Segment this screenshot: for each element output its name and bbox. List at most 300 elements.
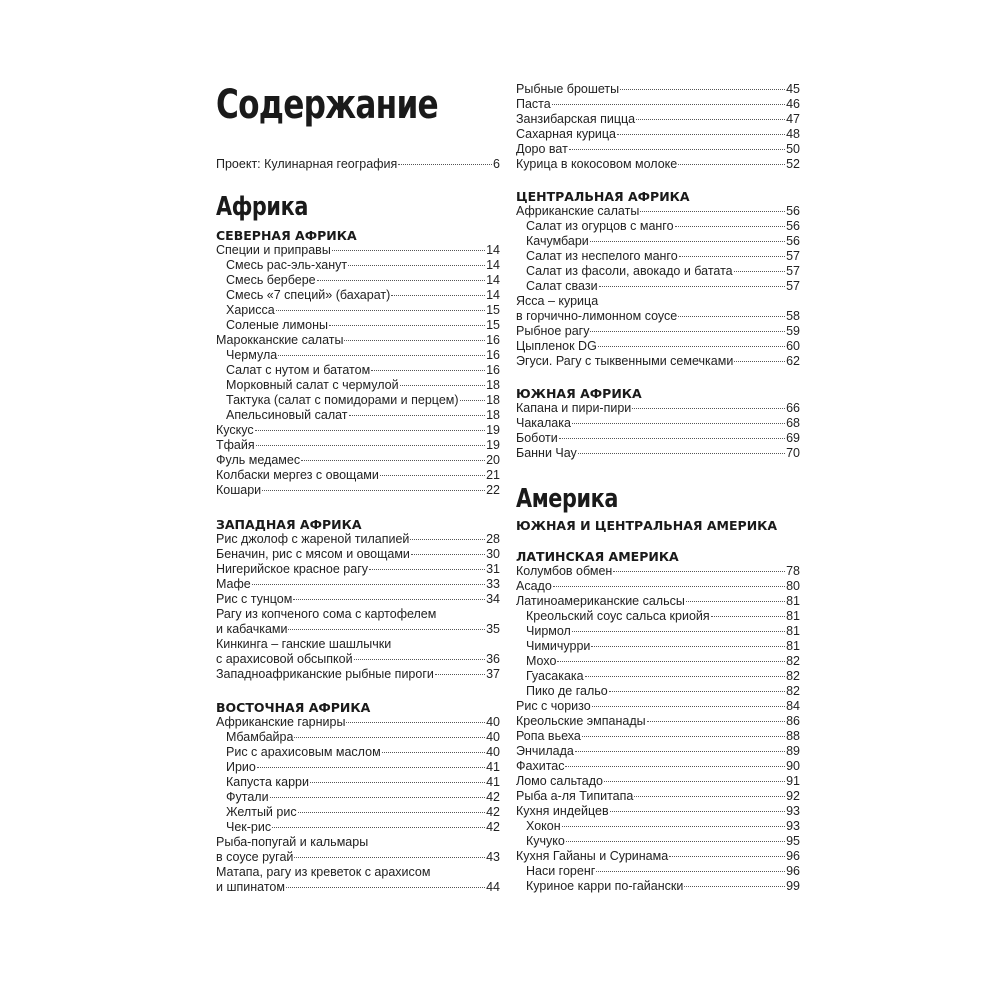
entry-title: Фахитас [516,759,565,773]
entry-page: 81 [786,639,800,653]
dot-leader [288,629,485,630]
entry-title: с арахисовой обсыпкой [216,652,353,666]
entry-page: 22 [486,483,500,497]
entry-page: 56 [786,219,800,233]
dot-leader [596,871,785,872]
toc-entry[interactable] [516,324,800,339]
dot-leader [411,554,485,555]
dot-leader [410,539,485,540]
section-heading-south-africa: ЮЖНАЯ АФРИКА [516,386,642,401]
dot-leader [734,361,785,362]
entry-page: 42 [486,790,500,804]
toc-entry[interactable] [216,453,500,468]
toc-entry[interactable] [516,157,800,172]
entry-title: Ропа вьеха [516,729,581,743]
entry-title: Цыпленок DG [516,339,597,353]
toc-entry[interactable] [216,850,500,865]
toc-entry[interactable] [516,744,800,759]
entry-title: Салат из неспелого манго [526,249,678,263]
entry-page: 41 [486,760,500,774]
toc-entry[interactable] [516,669,800,684]
toc-entry[interactable] [216,303,500,318]
toc-entry[interactable] [516,204,800,219]
entry-title: Сахарная курица [516,127,616,141]
toc-entry-line[interactable]: Матапа, рагу из креветок с арахисом [216,865,431,879]
entry-title: Футали [226,790,269,804]
entry-page: 15 [486,318,500,332]
toc-entry[interactable] [216,715,500,730]
toc-entry[interactable] [516,594,800,609]
entry-title: Занзибарская пицца [516,112,636,126]
dot-leader [398,164,492,165]
entry-title: Рис джолоф с жареной тилапией [216,532,410,546]
toc-entry[interactable] [516,339,800,354]
entry-title: Ирио [226,760,256,774]
dot-leader [684,886,785,887]
toc-entry[interactable] [516,759,800,774]
entry-title: Рыбные брошеты [516,82,620,96]
entry-page: 78 [786,564,800,578]
dot-leader [678,164,785,165]
dot-leader [400,385,486,386]
entry-page: 33 [486,577,500,591]
entry-page: 43 [486,850,500,864]
toc-entry[interactable] [516,112,800,127]
entry-title: Асадо [516,579,552,593]
dot-leader [252,584,485,585]
toc-entry[interactable] [216,423,500,438]
entry-page: 93 [786,804,800,818]
entry-title: Кошари [216,483,262,497]
entry-page: 40 [486,715,500,729]
entry-title: Кучуко [526,834,565,848]
entry-title: Рис с тунцом [216,592,293,606]
entry-page: 34 [486,592,500,606]
entry-page: 90 [786,759,800,773]
dot-leader [435,674,485,675]
toc-entry[interactable] [516,127,800,142]
entry-title: Рыбное рагу [516,324,590,338]
toc-entry[interactable] [216,547,500,562]
toc-entry[interactable] [216,760,500,775]
entry-page: 68 [786,416,800,430]
entry-page: 28 [486,532,500,546]
dot-leader [349,415,486,416]
entry-page: 56 [786,234,800,248]
dot-leader [678,316,785,317]
entry-page: 81 [786,594,800,608]
dot-leader [552,104,785,105]
entry-page: 40 [486,745,500,759]
toc-entry[interactable] [516,849,800,864]
entry-title: Гуасакака [526,669,584,683]
entry-title: в горчично-лимонном соусе [516,309,678,323]
dot-leader [317,280,485,281]
entry-page: 47 [786,112,800,126]
dot-leader [565,766,785,767]
toc-entry[interactable] [216,438,500,453]
entry-title: Марокканские салаты [216,333,344,347]
entry-title: Наси горенг [526,864,596,878]
entry-page: 31 [486,562,500,576]
dot-leader [613,571,785,572]
toc-entry[interactable] [216,273,500,288]
toc-entry[interactable] [216,880,500,895]
entry-page: 92 [786,789,800,803]
entry-page: 14 [486,273,500,287]
toc-entry[interactable] [216,730,500,745]
dot-leader [734,271,785,272]
entry-title: Чакалака [516,416,571,430]
toc-entry[interactable] [516,401,800,416]
entry-page: 84 [786,699,800,713]
toc-entry[interactable] [216,805,500,820]
toc-entry[interactable] [216,318,500,333]
toc-entry[interactable] [516,279,800,294]
entry-title: в соусе ругай [216,850,294,864]
entry-page: 35 [486,622,500,636]
entry-page: 81 [786,624,800,638]
entry-page: 80 [786,579,800,593]
entry-page: 44 [486,880,500,894]
toc-entry-line[interactable]: Рагу из копченого сома с картофелем [216,607,437,621]
dot-leader [344,340,485,341]
toc-entry[interactable] [516,639,800,654]
toc-entry[interactable] [216,790,500,805]
toc-entry[interactable] [216,577,500,592]
dot-leader [559,438,785,439]
entry-page: 16 [486,363,500,377]
section-heading-central-africa: ЦЕНТРАЛЬНАЯ АФРИКА [516,189,690,204]
toc-entry[interactable] [216,393,500,408]
entry-page: 18 [486,378,500,392]
dot-leader [647,721,785,722]
dot-leader [329,325,485,326]
entry-title: Латиноамериканские сальсы [516,594,685,608]
section-heading-west-africa: ЗАПАДНАЯ АФРИКА [216,517,362,532]
dot-leader [256,445,485,446]
entry-page: 16 [486,348,500,362]
entry-page: 69 [786,431,800,445]
dot-leader [272,827,485,828]
section-heading-east-africa: ВОСТОЧНАЯ АФРИКА [216,700,371,715]
toc-entry[interactable] [516,714,800,729]
dot-leader [293,599,485,600]
entry-title: Салат с нутом и бататом [226,363,371,377]
entry-title: Пико де гальо [526,684,608,698]
toc-entry[interactable] [516,609,800,624]
dot-leader [566,841,785,842]
dot-leader [620,89,785,90]
entry-title: Качумбари [526,234,589,248]
entry-page: 86 [786,714,800,728]
entry-page: 58 [786,309,800,323]
dot-leader [679,256,785,257]
entry-page: 6 [493,157,500,171]
toc-entry[interactable] [216,592,500,607]
toc-entry[interactable] [516,834,800,849]
entry-page: 96 [786,864,800,878]
entry-title: Чимичурри [526,639,591,653]
dot-leader [669,856,785,857]
dot-leader [711,616,785,617]
entry-page: 45 [786,82,800,96]
entry-title: Креольские эмпанады [516,714,646,728]
dot-leader [590,241,785,242]
dot-leader [585,676,786,677]
entry-title: Специи и приправы [216,243,331,257]
entry-page: 82 [786,654,800,668]
entry-title: Апельсиновый салат [226,408,348,422]
entry-title: Рыба а-ля Типитапа [516,789,634,803]
entry-page: 19 [486,438,500,452]
toc-entry[interactable] [516,774,800,789]
dot-leader [572,423,785,424]
toc-entry-line[interactable]: Ясса – курица [516,294,599,308]
dot-leader [310,782,485,783]
entry-page: 50 [786,142,800,156]
toc-entry[interactable] [516,579,800,594]
entry-page: 70 [786,446,800,460]
toc-entry[interactable] [516,654,800,669]
toc-entry[interactable] [516,416,800,431]
dot-leader [610,811,785,812]
entry-title: Кускус [216,423,254,437]
dot-leader [348,265,485,266]
dot-leader [590,331,785,332]
toc-entry[interactable] [516,431,800,446]
dot-leader [562,826,785,827]
dot-leader [380,475,485,476]
entry-title: Чермула [226,348,278,362]
entry-title: Африканские салаты [516,204,640,218]
entry-page: 16 [486,333,500,347]
entry-title: Соленые лимоны [226,318,328,332]
toc-entry[interactable] [516,699,800,714]
entry-page: 62 [786,354,800,368]
dot-leader [294,857,485,858]
dot-leader [599,286,786,287]
entry-page: 57 [786,249,800,263]
dot-leader [369,569,485,570]
entry-title: Мбамбайра [226,730,294,744]
toc-entry[interactable] [516,879,800,894]
page-title: Содержание [216,82,438,128]
dot-leader [675,226,786,227]
dot-leader [301,460,485,461]
dot-leader [298,812,486,813]
dot-leader [286,887,485,888]
toc-entry-intro[interactable] [216,157,500,172]
toc-entry[interactable] [516,446,800,461]
entry-page: 14 [486,243,500,257]
toc-entry[interactable] [516,819,800,834]
dot-leader [592,706,785,707]
dot-leader [609,691,785,692]
entry-title: Желтый рис [226,805,297,819]
entry-page: 42 [486,820,500,834]
toc-entry[interactable] [216,243,500,258]
entry-title: Морковный салат с чермулой [226,378,399,392]
entry-page: 48 [786,127,800,141]
toc-entry[interactable] [516,82,800,97]
entry-page: 40 [486,730,500,744]
entry-title: Африканские гарниры [216,715,346,729]
entry-title: Рис с чоризо [516,699,591,713]
entry-page: 21 [486,468,500,482]
dot-leader [575,751,785,752]
entry-page: 66 [786,401,800,415]
toc-entry[interactable] [516,789,800,804]
entry-title: и шпинатом [216,880,285,894]
entry-title: Западноафриканские рыбные пироги [216,667,434,681]
entry-title: Тактука (салат с помидорами и перцем) [226,393,459,407]
entry-title: Беначин, рис с мясом и овощами [216,547,410,561]
dot-leader [255,430,485,431]
entry-page: 82 [786,669,800,683]
entry-title: Чирмол [526,624,571,638]
dot-leader [591,646,785,647]
entry-title: Мафе [216,577,251,591]
dot-leader [262,490,485,491]
toc-entry[interactable] [216,378,500,393]
toc-entry[interactable] [216,348,500,363]
toc-entry[interactable] [516,249,800,264]
entry-page: 60 [786,339,800,353]
dot-leader [294,737,485,738]
entry-page: 14 [486,288,500,302]
toc-entry[interactable] [216,562,500,577]
region-heading-africa: Африка [216,192,308,222]
entry-page: 88 [786,729,800,743]
entry-title: Смесь бербере [226,273,316,287]
entry-page: 20 [486,453,500,467]
entry-title: Кухня индейцев [516,804,609,818]
entry-title: Паста [516,97,551,111]
entry-page: 46 [786,97,800,111]
entry-title: Доро ват [516,142,568,156]
dot-leader [278,355,485,356]
toc-entry[interactable] [216,532,500,547]
entry-page: 57 [786,279,800,293]
entry-page: 93 [786,819,800,833]
toc-entry[interactable] [516,309,800,324]
entry-page: 41 [486,775,500,789]
entry-page: 30 [486,547,500,561]
toc-entry[interactable] [216,652,500,667]
entry-title: Салат свази [526,279,598,293]
region-heading-america: Америка [516,484,619,514]
dot-leader [632,408,785,409]
toc-entry[interactable] [516,219,800,234]
entry-page: 14 [486,258,500,272]
entry-page: 99 [786,879,800,893]
entry-page: 36 [486,652,500,666]
entry-title: Хокон [526,819,561,833]
entry-title: Капана и пири-пири [516,401,632,415]
toc-entry[interactable] [516,142,800,157]
entry-page: 15 [486,303,500,317]
dot-leader [640,211,785,212]
entry-page: 42 [486,805,500,819]
entry-title: Банни Чау [516,446,577,460]
entry-page: 95 [786,834,800,848]
toc-entry[interactable] [516,804,800,819]
dot-leader [598,346,785,347]
entry-title: Креольский соус сальса криойя [526,609,710,623]
section-heading-latin-america: ЛАТИНСКАЯ АМЕРИКА [516,549,679,564]
toc-entry[interactable] [516,97,800,112]
toc-entry[interactable] [216,483,500,498]
toc-entry[interactable] [216,775,500,790]
toc-entry[interactable] [516,264,800,279]
dot-leader [582,736,785,737]
dot-leader [371,370,485,371]
entry-title: Курица в кокосовом молоке [516,157,678,171]
entry-title: Салат из фасоли, авокадо и батата [526,264,733,278]
toc-entry[interactable] [216,622,500,637]
toc-entry[interactable] [216,288,500,303]
dot-leader [354,659,486,660]
toc-entry[interactable] [516,864,800,879]
toc-entry[interactable] [516,234,800,249]
dot-leader [270,797,486,798]
entry-page: 52 [786,157,800,171]
toc-entry[interactable] [516,729,800,744]
entry-page: 81 [786,609,800,623]
entry-title: Капуста карри [226,775,309,789]
entry-page: 18 [486,393,500,407]
entry-title: Энчилада [516,744,574,758]
toc-entry[interactable] [216,333,500,348]
toc-entry[interactable] [216,820,500,835]
section-heading-north-africa: СЕВЕРНАЯ АФРИКА [216,228,357,243]
entry-page: 56 [786,204,800,218]
toc-entry-line[interactable]: Рыба-попугай и кальмары [216,835,369,849]
toc-entry[interactable] [216,408,500,423]
entry-title: Чек-рис [226,820,272,834]
entry-title: Колбаски мергез с овощами [216,468,379,482]
toc-entry[interactable] [516,354,800,369]
toc-entry[interactable] [516,684,800,699]
toc-entry[interactable] [216,363,500,378]
dot-leader [617,134,785,135]
dot-leader [604,781,785,782]
toc-entry[interactable] [516,624,800,639]
toc-entry[interactable] [216,258,500,273]
entry-title: Эгуси. Рагу с тыквенными семечками [516,354,734,368]
entry-title: Боботи [516,431,558,445]
toc-entry[interactable] [516,564,800,579]
entry-page: 18 [486,408,500,422]
toc-entry[interactable] [216,667,500,682]
dot-leader [257,767,485,768]
dot-leader [569,149,785,150]
entry-page: 37 [486,667,500,681]
dot-leader [557,661,785,662]
dot-leader [346,722,485,723]
toc-entry-line[interactable]: Кинкинга – ганские шашлычки [216,637,392,651]
toc-entry[interactable] [216,468,500,483]
dot-leader [553,586,785,587]
entry-page: 59 [786,324,800,338]
toc-entry[interactable] [216,745,500,760]
entry-title: Салат из огурцов с манго [526,219,674,233]
entry-title: и кабачками [216,622,288,636]
entry-title: Нигерийское красное рагу [216,562,369,576]
dot-leader [572,631,785,632]
dot-leader [382,752,485,753]
